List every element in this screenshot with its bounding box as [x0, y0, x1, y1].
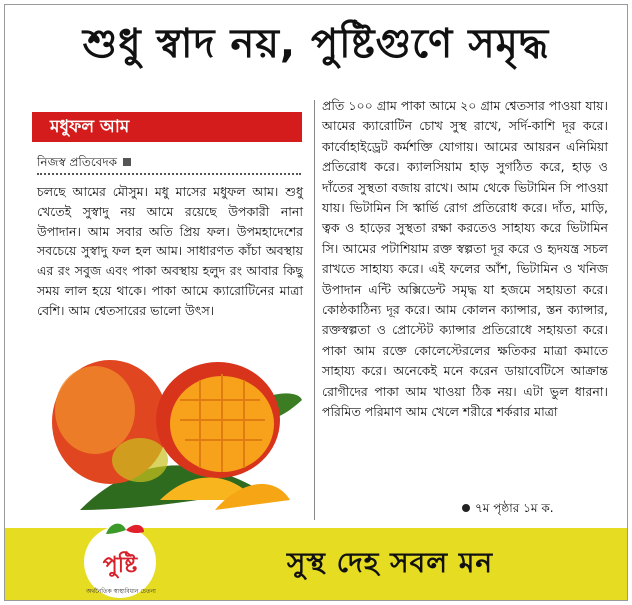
bullet-dot-icon [462, 504, 470, 512]
section-label: মধুফল আম [32, 112, 302, 142]
continuation-text: ৭ম পৃষ্ঠার ১ম ক. [475, 501, 554, 515]
continuation-note [462, 500, 554, 520]
svg-text:পুষ্টি: পুষ্টি [102, 553, 138, 578]
logo-subtext: অর্থনৈতিক স্বাস্থ্যবিধান চেতনা [86, 588, 156, 595]
reporter-line [37, 154, 131, 174]
dotted-divider [37, 173, 301, 175]
column-divider [314, 100, 315, 520]
square-bullet-icon [123, 158, 131, 166]
reporter-name: নিজস্ব প্রতিবেদক [37, 155, 118, 169]
article-body-right: প্রতি ১০০ গ্রাম পাকা আমে ২০ গ্রাম শ্বেতসার পাওয়া যায়। আমের ক্যারোটিন চোখ সুস্থ রাখে, সর্দি-কাশি দূর করে। কার্বোহাইড্রেট কর্মশক্তি যোগায়। আমের আয়রন এনিমিয়া প্রতিরোধ করে। ক্যালসিয়াম হাড় সুগঠিত করে, হাড় ও দাঁতের সুস্থতা বজায় রাখে। আম থেকে ভিটামিন সি পাওয়া যায়। ভিটামিন সি স্কার্ভি রোগ প্রতিরোধ করে। দাঁত, মাড়ি, ত্বক ও হাড়ের সুস্থতা রক্ষা করতেও সাহায্য করে ভিটামিন সি। আমের পটাশিয়াম রক্ত স্বল্পতা দূর করে ও হৃদযন্ত্র সচল রাখতে সাহায্য করে। এই ফলের আঁশ, ভিটামিন ও খনিজ উপাদান এন্টি অক্সিডেন্ট সমৃদ্ধ যা হজমে সহায়তা করে। কোষ্ঠকাঠিন্য দূর করে। আম কোলন ক্যান্সার, স্তন ক্যান্সার, রক্তস্বল্পতা ও প্রোস্টেট ক্যান্সার প্রতিরোধে সহায়তা করে। পাকা আম রক্তে কোলেস্টেরলের ক্ষতিকর মাত্রা কমাতে সাহায্য করে। অনেকেই মনে করেন ডায়াবেটিসে আক্রান্ত রোগীদের পাকা আম খাওয়া ঠিক নয়। এটা ভুল ধারনা। পরিমিত পরিমাণ আম খেলে শরীরে শর্করার মাত্রা [322, 98, 608, 420]
article-body-left: চলছে আমের মৌসুম। মধু মাসের মধুফল আম। শুধু খেতেই সুস্বাদু নয় আমে রয়েছে উপকারী নানা উপাদান। আম সবার অতি প্রিয় ফল। উপমহাদেশের সবচেয়ে সুস্বাদু ফল হল আম। সাধারণত কাঁচা অবস্থায় এর রং সবুজ এবং পাকা অবস্থায় হলুদ রং আবার কিছু সময় লাল হয়ে থাকে। পাকা আমে ক্যারোটিনের মাত্রা বেশি। আম শ্বেতসারের ভালো উৎস। [37, 184, 303, 318]
footer-slogan: সুস্থ দেহ সবল মন [286, 546, 494, 579]
headline: শুধু স্বাদ নয়, পুষ্টিগুণে সমৃদ্ধ [82, 21, 550, 67]
mango-image [40, 350, 302, 520]
